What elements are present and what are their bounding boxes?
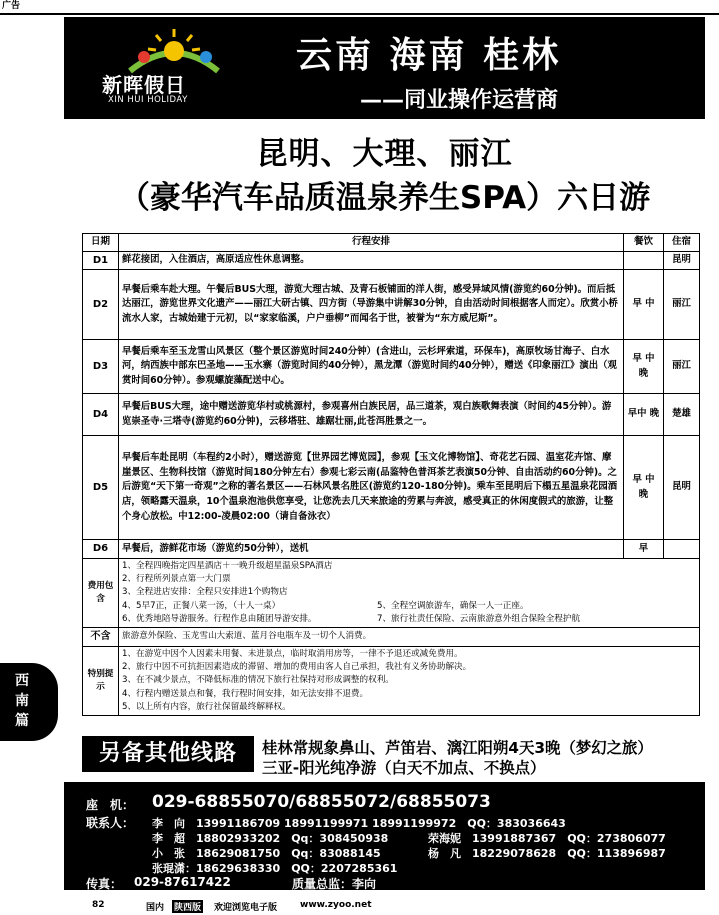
tagline: ——同业操作运营商 [360,88,559,113]
meal-cell [624,251,664,270]
desc-cell: 早餐后乘车至玉龙雪山风景区（整个景区游览时间240分钟）(含进山，云杉坪索道，环保车)，高原牧场甘海子、白水河，纳西族中部东巴圣地——玉水寨（游览时间约40分钟），黑龙潭（游览时间约40分钟），赠送《印象丽江》演出（观赏时间60分钟）。参观螺旋藻配送中心。 [119,340,624,394]
fee-item: 5、全程空调旅游车，确保一人一正座。 [377,600,529,611]
day-cell: D3 [83,340,119,394]
meal-cell: 早 中 晚 [624,436,664,540]
fee-item: 4、5早7正，正餐八菜一汤，（十人一桌） [122,600,281,611]
top-rule [0,13,719,15]
notes-list [119,646,700,716]
hotel-cell: 昆明 [664,251,700,270]
contact-row: 荣海妮 13991887367 QQ：273806077 [428,832,666,845]
logo-subtitle: XIN HUI HOLIDAY [108,95,188,105]
day-cell: D4 [83,394,119,436]
note-item: 1、在游览中因个人因素未用餐、未进景点，临时取消用房等，一律不予退还或减免费用。 [122,648,463,659]
side-tab-char: 篇 [15,713,29,729]
day-cell: D5 [83,436,119,540]
fax-number: 029-87617422 [134,875,231,889]
contact-row: 李 向 13991186709 18991199971 18991199972 QQ：383036643 [152,817,566,830]
table-header-row [83,234,700,252]
footer-url[interactable]: www.zyoo.net [300,900,372,910]
fee-item: 1、全程四晚指定四星酒店＋一晚升级超星温泉SPA酒店 [122,560,333,571]
logo-text: 新晖假日 [102,73,186,97]
contact-panel [64,782,705,890]
hotel-cell [664,540,700,559]
fees-list [119,558,700,628]
notes-label: 特别提示 [83,646,119,716]
fees-label: 费用包含 [83,558,119,628]
exclusions-row [83,628,700,647]
fee-item: 2、行程所列景点第一大门票 [122,574,231,585]
table-row [83,340,700,394]
table-row [83,540,700,559]
hotel-cell: 楚雄 [664,394,700,436]
quality-director: 质量总监：李向 [292,877,377,891]
note-item: 2、旅行中因不可抗拒因素造成的滞留、增加的费用由客人自己承担，我社有义务协助解决。 [122,662,472,673]
seat-phone-label: 座 机： [86,798,135,812]
contact-row: 杨 凡 18229078628 QQ：113896987 [428,847,666,860]
fee-item: 6、优秀地陪导游服务。行程作息由随团导游安排。 [122,613,317,624]
desc-cell: 早餐后车赴昆明（车程约2小时），赠送游览【世界园艺博览园】，参观【玉文化博物馆】、奇花艺石园、温室花卉馆、摩崖景区、生物科技馆（游览时间180分钟左右）参观七彩云南(品鉴特色普洱茶艺表演50分钟、自由活动约60分钟)。之后游览“天下第一奇观”之称的著名景区——石林风景名胜区(游览约120-180分钟)。乘车至昆明后下榻五星温泉花园酒店，领略露天温泉，10个温泉泡池供您享受，让您洗去几天来旅途的劳累与奔波，感受真正的休闲度假式的旅游，让整个身心放松。中12:00-凌晨02:00（请自备泳衣） [119,436,624,540]
tour-title-line1: 昆明、大理、丽江 [256,136,513,172]
day-cell: D2 [83,270,119,340]
meal-cell: 早 中 [624,270,664,340]
other-routes [82,734,699,776]
side-tab-char: 南 [15,693,29,709]
meal-cell: 早 [624,540,664,559]
side-tab-text [12,671,32,731]
ad-tag: 广告 [2,1,21,11]
header-meals: 餐饮 [624,234,664,252]
exclude-label: 不含 [83,628,119,647]
table-row [83,251,700,270]
destinations-heading: 云南 海南 桂林 [296,35,562,76]
fee-item-pair [122,600,696,613]
desc-cell: 鲜花接团，入住酒店，高原适应性休息调整。 [119,251,624,270]
contact-row: 张琨潇：18629638330 QQ：2207285361 [152,862,398,875]
contact-row: 李 超 18802933202 Qq：308450938 [152,832,389,845]
side-tab-char: 西 [15,673,29,689]
hotel-cell: 丽江 [664,340,700,394]
meal-cell: 早 中 晚 [624,340,664,394]
hotel-cell: 丽江 [664,270,700,340]
page-number: 82 [92,900,105,910]
header-itinerary: 行程安排 [119,234,624,252]
header-lodging: 住宿 [664,234,700,252]
page-footer [0,897,719,915]
desc-cell: 早餐后BUS大理，途中赠送游览华村或桃源村，参观喜州白族民居，品三道茶，观白族歌舞表演（时间约45分钟）。游览崇圣寺·三塔寺(游览约60分钟)，云移塔驻、雄踞壮丽,此苍洱胜景之一。 [119,394,624,436]
itinerary-table [82,233,700,716]
exclude-text: 旅游意外保险、玉龙雪山大索道、蓝月谷电瓶车及一切个人消费。 [119,628,700,647]
table-row [83,270,700,340]
desc-cell: 早餐后乘车赴大理。午餐后BUS大理，游览大理古城、及青石板铺面的洋人街，感受异域风情(游览约60分钟)。而后抵达丽江，游览世界文化遗产——丽江大研古镇、四方街（导游集中讲解30分钟，自由活动时间根据客人而定）。欣赏小桥流水人家，古城始建于元初，以“家家临溪，户户垂柳”而闻名于世，被誉为“东方威尼斯”。 [119,270,624,340]
day-cell: D6 [83,540,119,559]
footer-edition-box: 陕西版 [172,900,203,913]
footer-slogan: 欢迎浏览电子版 [214,903,278,913]
fee-item: 7、旅行社责任保险、云南旅游意外组合保险全程护航 [377,613,581,624]
table-row [83,394,700,436]
day-cell: D1 [83,251,119,270]
other-routes-label: 另备其他线路 [82,736,254,772]
header-banner [64,17,705,119]
hotel-cell: 昆明 [664,436,700,540]
fee-item-pair [122,613,696,626]
note-item: 3、在不减少景点，不降低标准的情况下旅行社保持对形成调整的权利。 [122,675,394,686]
contacts-label: 联系人： [86,816,135,830]
other-route-guilin: 桂林常规象鼻山、芦笛岩、漓江阳朔4天3晚（梦幻之旅） [262,739,653,757]
header-date: 日期 [83,234,119,252]
other-route-sanya: 三亚-阳光纯净游（白天不加点、不换点） [262,759,546,777]
contact-row: 小 张 18629081750 Qq：83088145 [152,847,381,860]
note-item: 4、行程内赠送景点和餐，我行程时间安排，如无法安排不退费。 [122,688,369,699]
note-item: 5、以上所有内容，旅行社保留最终解释权。 [122,702,291,713]
footer-region: 国内 [146,903,165,913]
fee-item: 3、全程进店安排：全程只安排进1个购物店 [122,587,288,598]
seat-phone-numbers: 029-68855070/68855072/68855073 [152,792,491,812]
table-row [83,436,700,540]
desc-cell: 早餐后，游鲜花市场（游览约50分钟），送机 [119,540,624,559]
fax-label: 传真： [86,877,123,891]
meal-cell: 早中 晚 [624,394,664,436]
tour-title-line2: （豪华汽车品质温泉养生SPA）六日游 [118,180,651,216]
notes-row [83,646,700,716]
region-side-tab [0,663,58,741]
fees-included-row [83,558,700,628]
